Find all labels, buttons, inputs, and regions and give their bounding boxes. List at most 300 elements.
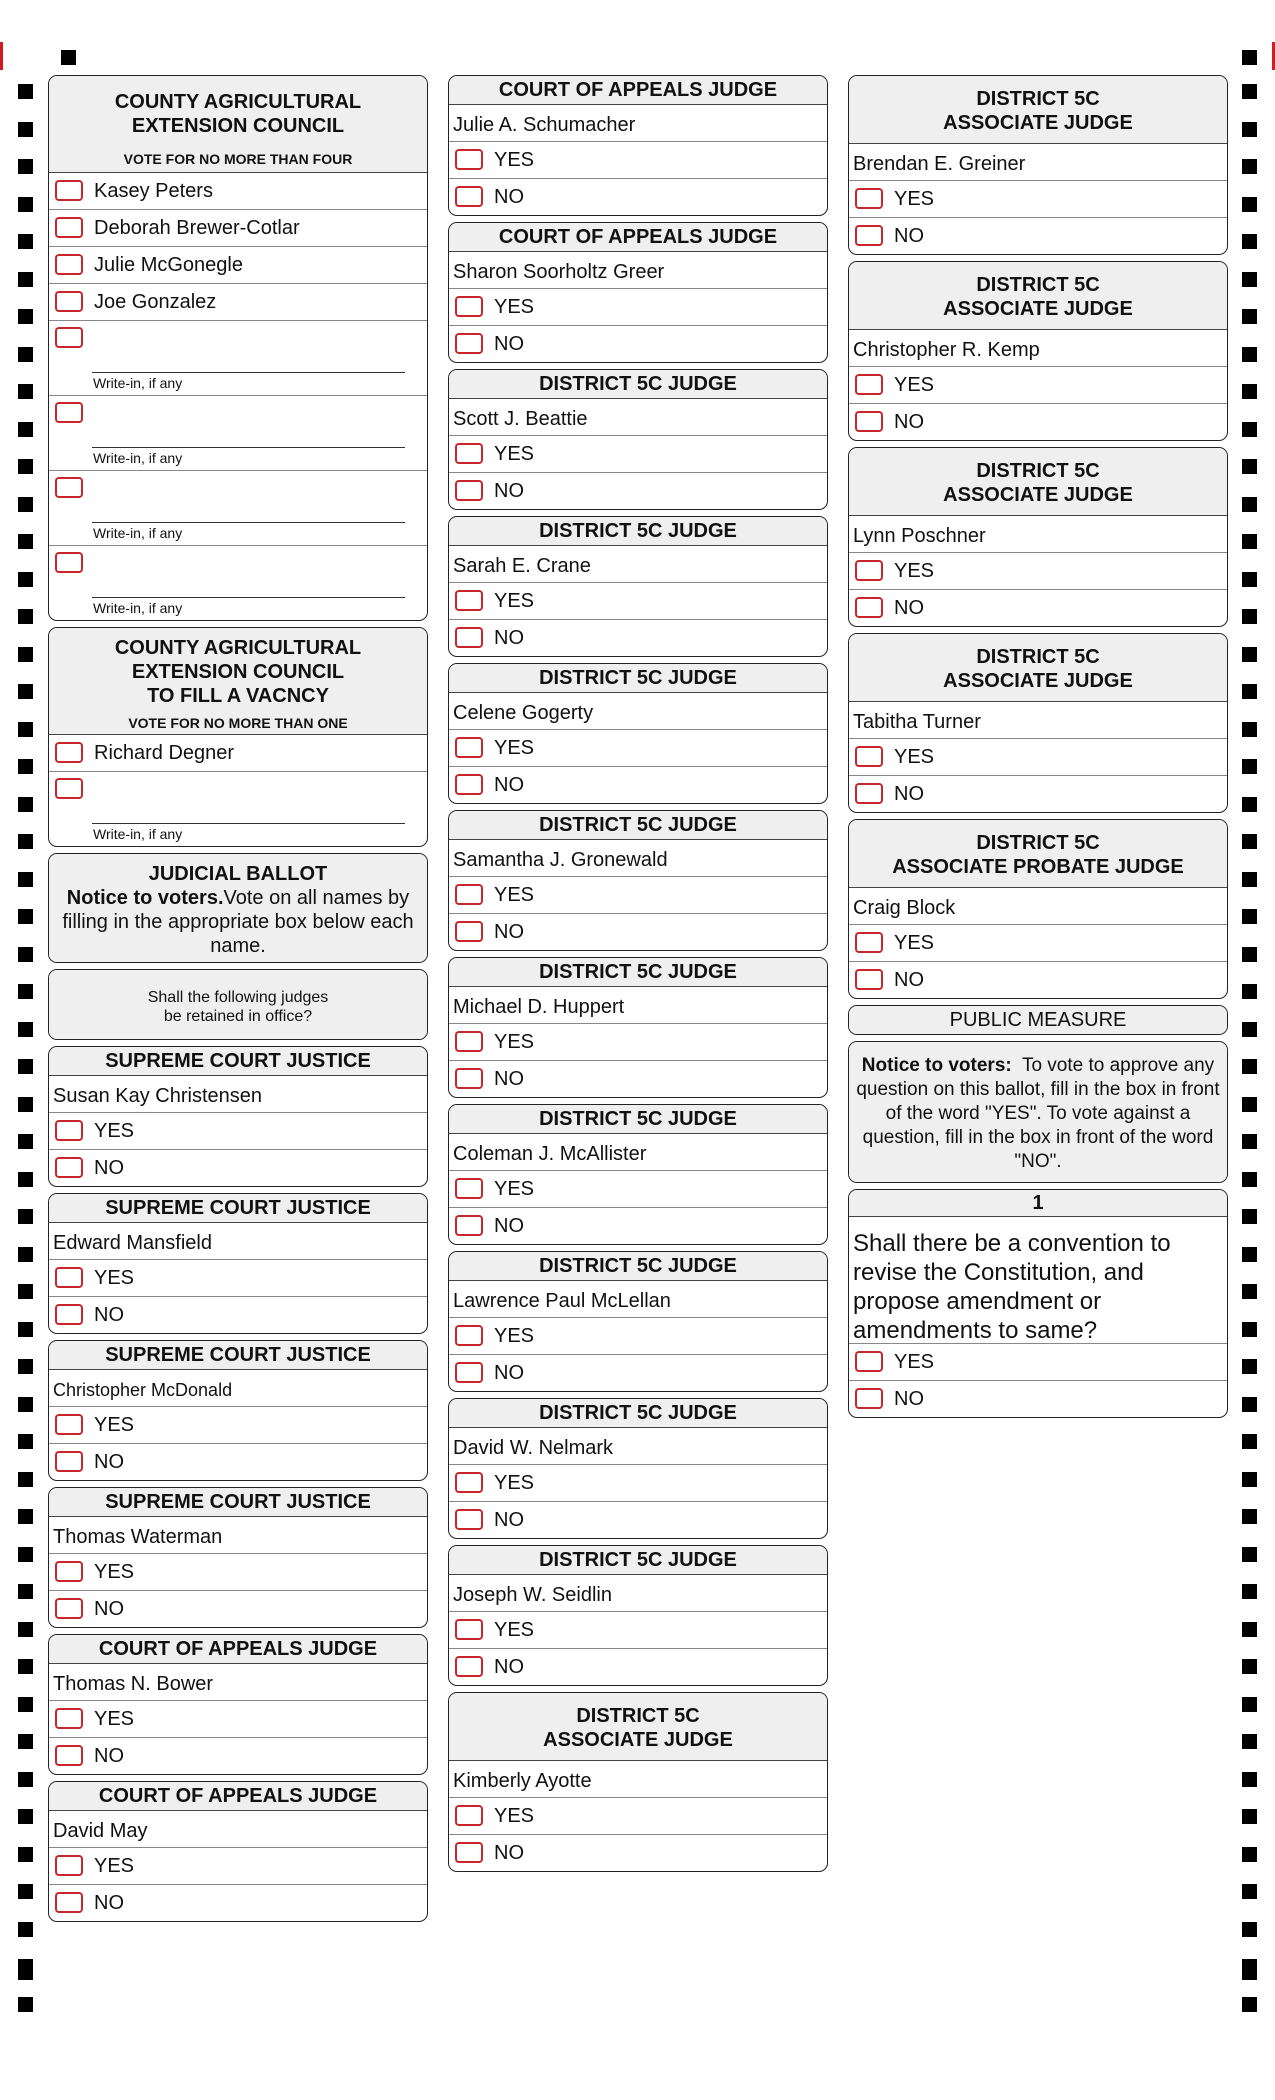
vote-box[interactable] xyxy=(55,1451,83,1472)
write-in-label: Write-in, if any xyxy=(93,375,183,391)
write-in-label: Write-in, if any xyxy=(93,600,183,616)
no-label: NO xyxy=(494,1215,524,1237)
timing-mark xyxy=(1242,1584,1257,1599)
timing-mark xyxy=(18,197,33,212)
no-label: NO xyxy=(494,1842,524,1864)
contest-header: DISTRICT 5C JUDGE xyxy=(449,370,827,399)
timing-mark xyxy=(18,1547,33,1562)
yes-option[interactable] xyxy=(449,583,827,620)
no-label: NO xyxy=(494,1509,524,1531)
vote-box[interactable] xyxy=(855,932,883,953)
timing-mark xyxy=(1242,347,1257,362)
contest-header xyxy=(849,820,1227,888)
contest-title: COUNTY AGRICULTURAL xyxy=(114,91,362,113)
no-option[interactable] xyxy=(449,1061,827,1097)
write-in-line[interactable] xyxy=(92,522,405,523)
timing-mark xyxy=(1242,1284,1257,1299)
vote-box[interactable] xyxy=(855,746,883,767)
judge-name: Julie A. Schumacher xyxy=(449,105,827,142)
yes-option[interactable] xyxy=(849,925,1227,962)
judge-name: Celene Gogerty xyxy=(449,693,827,730)
contest-header: DISTRICT 5C JUDGE xyxy=(449,1105,827,1134)
no-label: NO xyxy=(94,1892,124,1914)
yes-option[interactable] xyxy=(449,730,827,767)
vote-box[interactable] xyxy=(455,1325,483,1346)
timing-mark xyxy=(18,647,33,662)
yes-option[interactable] xyxy=(49,1848,427,1885)
vote-box[interactable] xyxy=(855,1388,883,1409)
timing-mark xyxy=(18,1359,33,1374)
no-option[interactable] xyxy=(849,1381,1227,1417)
no-option[interactable] xyxy=(449,914,827,950)
vote-box[interactable] xyxy=(55,1561,83,1582)
vote-box[interactable] xyxy=(855,783,883,804)
no-option[interactable] xyxy=(49,1738,427,1774)
timing-mark xyxy=(1242,1659,1257,1674)
timing-mark xyxy=(1242,1997,1257,2012)
no-option[interactable] xyxy=(449,1649,827,1685)
judge-name: Scott J. Beattie xyxy=(449,399,827,436)
vote-box[interactable] xyxy=(455,1656,483,1677)
judge-name: David W. Nelmark xyxy=(449,1428,827,1465)
timing-mark xyxy=(1242,1209,1257,1224)
candidate-option[interactable] xyxy=(49,210,427,247)
write-in-line[interactable] xyxy=(92,372,405,373)
contest-header: DISTRICT 5C JUDGE xyxy=(449,1252,827,1281)
retention-question-line: be retained in office? xyxy=(163,1008,313,1025)
vote-box[interactable] xyxy=(455,480,483,501)
yes-option[interactable] xyxy=(449,877,827,914)
timing-mark xyxy=(18,1022,33,1037)
no-option[interactable] xyxy=(449,767,827,803)
vote-box[interactable] xyxy=(455,1362,483,1383)
write-in-option[interactable] xyxy=(49,546,427,620)
timing-mark xyxy=(18,1965,33,1980)
judge-name: Christopher R. Kemp xyxy=(849,330,1227,367)
no-label: NO xyxy=(894,1388,924,1410)
vote-box[interactable] xyxy=(455,149,483,170)
timing-mark xyxy=(1242,684,1257,699)
contest-judge-retention xyxy=(448,810,828,951)
contest-header: DISTRICT 5C JUDGE xyxy=(449,811,827,840)
no-option[interactable] xyxy=(449,1355,827,1391)
contest-extension-council xyxy=(48,75,428,621)
retention-question-box xyxy=(49,970,427,1039)
yes-label: YES xyxy=(494,884,535,906)
contest-title: EXTENSION COUNCIL xyxy=(131,661,345,683)
timing-mark xyxy=(18,834,33,849)
no-label: NO xyxy=(894,783,924,805)
yes-option[interactable] xyxy=(449,1171,827,1208)
yes-option[interactable] xyxy=(449,1318,827,1355)
no-option[interactable] xyxy=(449,326,827,362)
contest-title: ASSOCIATE JUDGE xyxy=(543,1729,733,1751)
no-option[interactable] xyxy=(449,473,827,509)
timing-mark xyxy=(1242,1059,1257,1074)
vote-box[interactable] xyxy=(55,1892,83,1913)
vote-box[interactable] xyxy=(55,180,83,201)
contest-title: DISTRICT 5C xyxy=(976,274,1100,296)
timing-mark xyxy=(1242,84,1257,99)
yes-option[interactable] xyxy=(49,1554,427,1591)
yes-label: YES xyxy=(94,1561,135,1583)
vote-box[interactable] xyxy=(55,1267,83,1288)
timing-mark xyxy=(1242,947,1257,962)
judge-name: Michael D. Huppert xyxy=(449,987,827,1024)
contest-associate-judge xyxy=(848,447,1228,627)
timing-mark xyxy=(1242,534,1257,549)
public-measure-title: PUBLIC MEASURE xyxy=(849,1006,1227,1034)
contest-judge-retention xyxy=(448,957,828,1098)
contest-title: ASSOCIATE PROBATE JUDGE xyxy=(892,856,1184,878)
yes-label: YES xyxy=(94,1267,135,1289)
write-in-line[interactable] xyxy=(92,597,405,598)
vote-box[interactable] xyxy=(55,1855,83,1876)
yes-label: YES xyxy=(894,932,935,954)
vote-box[interactable] xyxy=(55,1304,83,1325)
candidate-option[interactable] xyxy=(49,247,427,284)
timing-mark xyxy=(18,1059,33,1074)
ballot-column-2 xyxy=(448,75,828,1878)
contest-header: SUPREME COURT JUSTICE xyxy=(49,1341,427,1370)
timing-mark xyxy=(1242,459,1257,474)
timing-mark xyxy=(18,122,33,137)
timing-mark xyxy=(18,1434,33,1449)
no-option[interactable] xyxy=(49,1444,427,1480)
yes-option[interactable] xyxy=(849,739,1227,776)
no-option[interactable] xyxy=(449,620,827,656)
no-label: NO xyxy=(494,480,524,502)
timing-mark xyxy=(1242,234,1257,249)
contest-header: SUPREME COURT JUSTICE xyxy=(49,1194,427,1223)
no-label: NO xyxy=(894,597,924,619)
vote-box[interactable] xyxy=(455,1215,483,1236)
vote-box[interactable] xyxy=(455,737,483,758)
no-option[interactable] xyxy=(49,1297,427,1333)
contest-judge-retention xyxy=(48,1193,428,1334)
judge-name: Sarah E. Crane xyxy=(449,546,827,583)
timing-mark xyxy=(1242,384,1257,399)
yes-label: YES xyxy=(94,1414,135,1436)
yes-option[interactable] xyxy=(49,1113,427,1150)
vote-box[interactable] xyxy=(55,402,83,423)
contest-extension-council-vacancy xyxy=(48,627,428,847)
no-option[interactable] xyxy=(849,590,1227,626)
vote-box[interactable] xyxy=(855,225,883,246)
timing-mark xyxy=(1242,1884,1257,1899)
vote-box[interactable] xyxy=(855,374,883,395)
vote-box[interactable] xyxy=(855,969,883,990)
timing-mark xyxy=(1242,609,1257,624)
contest-header: DISTRICT 5C JUDGE xyxy=(449,517,827,546)
write-in-option[interactable] xyxy=(49,321,427,396)
vote-box[interactable] xyxy=(55,254,83,275)
candidate-option[interactable] xyxy=(49,284,427,321)
timing-mark xyxy=(1242,722,1257,737)
no-option[interactable] xyxy=(49,1150,427,1186)
write-in-option[interactable] xyxy=(49,471,427,546)
timing-mark xyxy=(18,1134,33,1149)
contest-header: COURT OF APPEALS JUDGE xyxy=(449,76,827,105)
vote-box[interactable] xyxy=(455,1068,483,1089)
judge-name: Christopher McDonald xyxy=(49,1370,427,1407)
vote-box[interactable] xyxy=(455,1178,483,1199)
contest-associate-judge xyxy=(848,261,1228,441)
timing-mark xyxy=(1242,1247,1257,1262)
timing-mark xyxy=(18,1584,33,1599)
yes-label: YES xyxy=(894,560,935,582)
contest-associate-judge xyxy=(848,819,1228,999)
contest-title: ASSOCIATE JUDGE xyxy=(943,670,1133,692)
yes-option[interactable] xyxy=(449,1612,827,1649)
contest-title: DISTRICT 5C xyxy=(976,460,1100,482)
timing-mark xyxy=(18,1284,33,1299)
timing-mark xyxy=(18,1659,33,1674)
vote-box[interactable] xyxy=(455,1031,483,1052)
yes-option[interactable] xyxy=(449,1798,827,1835)
timing-mark xyxy=(1242,272,1257,287)
contest-title: ASSOCIATE JUDGE xyxy=(943,298,1133,320)
no-label: NO xyxy=(94,1451,124,1473)
write-in-line[interactable] xyxy=(92,447,405,448)
timing-mark xyxy=(18,1097,33,1112)
vote-box[interactable] xyxy=(455,1619,483,1640)
yes-option[interactable] xyxy=(449,1465,827,1502)
write-in-option[interactable] xyxy=(49,772,427,846)
no-label: NO xyxy=(494,774,524,796)
judicial-ballot-notice xyxy=(48,853,428,963)
judicial-ballot-title: JUDICIAL BALLOT xyxy=(148,863,328,885)
no-label: NO xyxy=(494,627,524,649)
judge-name: Sharon Soorholtz Greer xyxy=(449,252,827,289)
contest-header xyxy=(49,628,427,735)
vote-box[interactable] xyxy=(455,333,483,354)
judge-name: Brendan E. Greiner xyxy=(849,144,1227,181)
yes-option[interactable] xyxy=(449,289,827,326)
yes-label: YES xyxy=(494,590,535,612)
judge-name: Joseph W. Seidlin xyxy=(449,1575,827,1612)
vote-box[interactable] xyxy=(855,597,883,618)
candidate-name: Julie McGonegle xyxy=(94,254,243,276)
timing-mark xyxy=(1242,1809,1257,1824)
contest-header: COURT OF APPEALS JUDGE xyxy=(49,1635,427,1664)
yes-label: YES xyxy=(494,149,535,171)
timing-mark xyxy=(1242,309,1257,324)
question-text: Shall there be a convention to revise the Constitution, and propose amendment or amendments to same? xyxy=(849,1217,1227,1344)
timing-mark xyxy=(18,797,33,812)
contest-title: EXTENSION COUNCIL xyxy=(131,115,345,137)
judge-name: Craig Block xyxy=(849,888,1227,925)
timing-mark xyxy=(18,422,33,437)
contest-title: DISTRICT 5C xyxy=(976,88,1100,110)
yes-label: YES xyxy=(494,296,535,318)
timing-mark xyxy=(1242,1472,1257,1487)
contest-judge-retention xyxy=(48,1487,428,1628)
timing-mark xyxy=(1242,647,1257,662)
timing-mark xyxy=(1242,1547,1257,1562)
vote-box[interactable] xyxy=(455,296,483,317)
timing-mark xyxy=(1242,1697,1257,1712)
contest-header: DISTRICT 5C JUDGE xyxy=(449,958,827,987)
contest-judge-retention xyxy=(448,1251,828,1392)
judge-name: Susan Kay Christensen xyxy=(49,1076,427,1113)
no-option[interactable] xyxy=(849,776,1227,812)
contest-judge-retention xyxy=(448,222,828,363)
contest-judge-retention xyxy=(448,1398,828,1539)
judge-name: Kimberly Ayotte xyxy=(449,1761,827,1798)
contest-judge-retention xyxy=(448,1545,828,1686)
yes-label: YES xyxy=(494,1178,535,1200)
notice-text: To vote to approve any question on this ballot, fill in the box in front of the word "YES". To vote against a question, fill in the box in front of the word "NO". xyxy=(856,1055,1220,1172)
vote-box[interactable] xyxy=(455,921,483,942)
timing-mark xyxy=(18,947,33,962)
vote-box[interactable] xyxy=(455,1805,483,1826)
contest-header xyxy=(849,634,1227,702)
timing-mark xyxy=(18,572,33,587)
timing-mark xyxy=(18,159,33,174)
yes-option[interactable] xyxy=(849,181,1227,218)
contest-title: DISTRICT 5C xyxy=(976,832,1100,854)
contest-judge-retention xyxy=(48,1634,428,1775)
timing-mark xyxy=(1242,1509,1257,1524)
timing-mark xyxy=(18,909,33,924)
contest-title: ASSOCIATE JUDGE xyxy=(943,484,1133,506)
notice-box xyxy=(49,854,427,962)
write-in-line[interactable] xyxy=(92,823,405,824)
timing-mark xyxy=(1242,1022,1257,1037)
vote-box[interactable] xyxy=(55,552,83,573)
vote-box[interactable] xyxy=(455,774,483,795)
contest-header xyxy=(449,1693,827,1761)
no-label: NO xyxy=(894,411,924,433)
timing-mark xyxy=(1242,1359,1257,1374)
vote-box[interactable] xyxy=(455,1842,483,1863)
vote-box[interactable] xyxy=(855,188,883,209)
public-measure-question xyxy=(848,1189,1228,1418)
vote-box[interactable] xyxy=(55,1414,83,1435)
candidate-option[interactable] xyxy=(49,173,427,210)
timing-mark xyxy=(1242,1734,1257,1749)
timing-mark xyxy=(18,1847,33,1862)
vote-box[interactable] xyxy=(455,1509,483,1530)
timing-mark xyxy=(1242,1172,1257,1187)
yes-option[interactable] xyxy=(449,1024,827,1061)
vote-box[interactable] xyxy=(55,217,83,238)
contest-header: DISTRICT 5C JUDGE xyxy=(449,1399,827,1428)
vote-box[interactable] xyxy=(55,1708,83,1729)
vote-box[interactable] xyxy=(455,590,483,611)
yes-option[interactable] xyxy=(49,1701,427,1738)
vote-box[interactable] xyxy=(855,411,883,432)
vote-box[interactable] xyxy=(55,1157,83,1178)
timing-mark xyxy=(1242,872,1257,887)
timing-mark xyxy=(1242,422,1257,437)
timing-mark xyxy=(18,872,33,887)
contest-title: ASSOCIATE JUDGE xyxy=(943,112,1133,134)
judge-name: Lynn Poschner xyxy=(849,516,1227,553)
yes-option[interactable] xyxy=(849,367,1227,404)
timing-mark xyxy=(18,1509,33,1524)
no-option[interactable] xyxy=(49,1885,427,1921)
yes-option[interactable] xyxy=(449,142,827,179)
timing-mark xyxy=(18,534,33,549)
vote-box[interactable] xyxy=(855,560,883,581)
timing-mark xyxy=(18,84,33,99)
contest-judge-retention xyxy=(48,1781,428,1922)
contest-judge-retention xyxy=(48,1046,428,1187)
vote-box[interactable] xyxy=(55,1598,83,1619)
vote-box[interactable] xyxy=(455,627,483,648)
vote-box[interactable] xyxy=(55,1745,83,1766)
timing-mark xyxy=(18,1397,33,1412)
vote-box[interactable] xyxy=(455,186,483,207)
public-measure-notice xyxy=(848,1041,1228,1183)
yes-label: YES xyxy=(494,1805,535,1827)
timing-mark xyxy=(18,1622,33,1637)
contest-judge-retention xyxy=(448,75,828,216)
no-label: NO xyxy=(494,186,524,208)
vote-box[interactable] xyxy=(455,884,483,905)
yes-option[interactable] xyxy=(49,1407,427,1444)
no-option[interactable] xyxy=(849,218,1227,254)
no-option[interactable] xyxy=(849,962,1227,998)
vote-box[interactable] xyxy=(55,327,83,348)
write-in-option[interactable] xyxy=(49,396,427,471)
timing-mark xyxy=(18,1209,33,1224)
timing-mark xyxy=(1242,1134,1257,1149)
no-option[interactable] xyxy=(449,179,827,215)
yes-option[interactable] xyxy=(849,1344,1227,1381)
vote-box[interactable] xyxy=(55,291,83,312)
yes-label: YES xyxy=(94,1120,135,1142)
yes-label: YES xyxy=(94,1855,135,1877)
vote-box[interactable] xyxy=(455,443,483,464)
judge-name: David May xyxy=(49,1811,427,1848)
contest-header xyxy=(849,448,1227,516)
contest-header: DISTRICT 5C JUDGE xyxy=(449,1546,827,1575)
yes-label: YES xyxy=(494,1472,535,1494)
no-option[interactable] xyxy=(449,1835,827,1871)
yes-option[interactable] xyxy=(449,436,827,473)
contest-header xyxy=(849,262,1227,330)
timing-mark xyxy=(18,1322,33,1337)
vote-box[interactable] xyxy=(55,1120,83,1141)
yes-option[interactable] xyxy=(49,1260,427,1297)
no-option[interactable] xyxy=(49,1591,427,1627)
timing-mark xyxy=(1242,50,1257,65)
no-option[interactable] xyxy=(849,404,1227,440)
timing-mark xyxy=(1242,1772,1257,1787)
timing-mark xyxy=(1242,1434,1257,1449)
vote-box[interactable] xyxy=(455,1472,483,1493)
vote-box[interactable] xyxy=(55,477,83,498)
contest-associate-judge xyxy=(448,1692,828,1872)
timing-mark xyxy=(18,722,33,737)
contest-header xyxy=(49,76,427,173)
no-option[interactable] xyxy=(449,1208,827,1244)
timing-mark xyxy=(18,347,33,362)
yes-option[interactable] xyxy=(849,553,1227,590)
contest-judge-retention xyxy=(448,369,828,510)
vote-box[interactable] xyxy=(55,778,83,799)
timing-mark xyxy=(18,1922,33,1937)
contest-title: DISTRICT 5C xyxy=(576,1705,700,1727)
contest-header: COURT OF APPEALS JUDGE xyxy=(449,223,827,252)
vote-box[interactable] xyxy=(855,1351,883,1372)
candidate-option[interactable] xyxy=(49,735,427,772)
vote-box[interactable] xyxy=(55,742,83,763)
no-option[interactable] xyxy=(449,1502,827,1538)
